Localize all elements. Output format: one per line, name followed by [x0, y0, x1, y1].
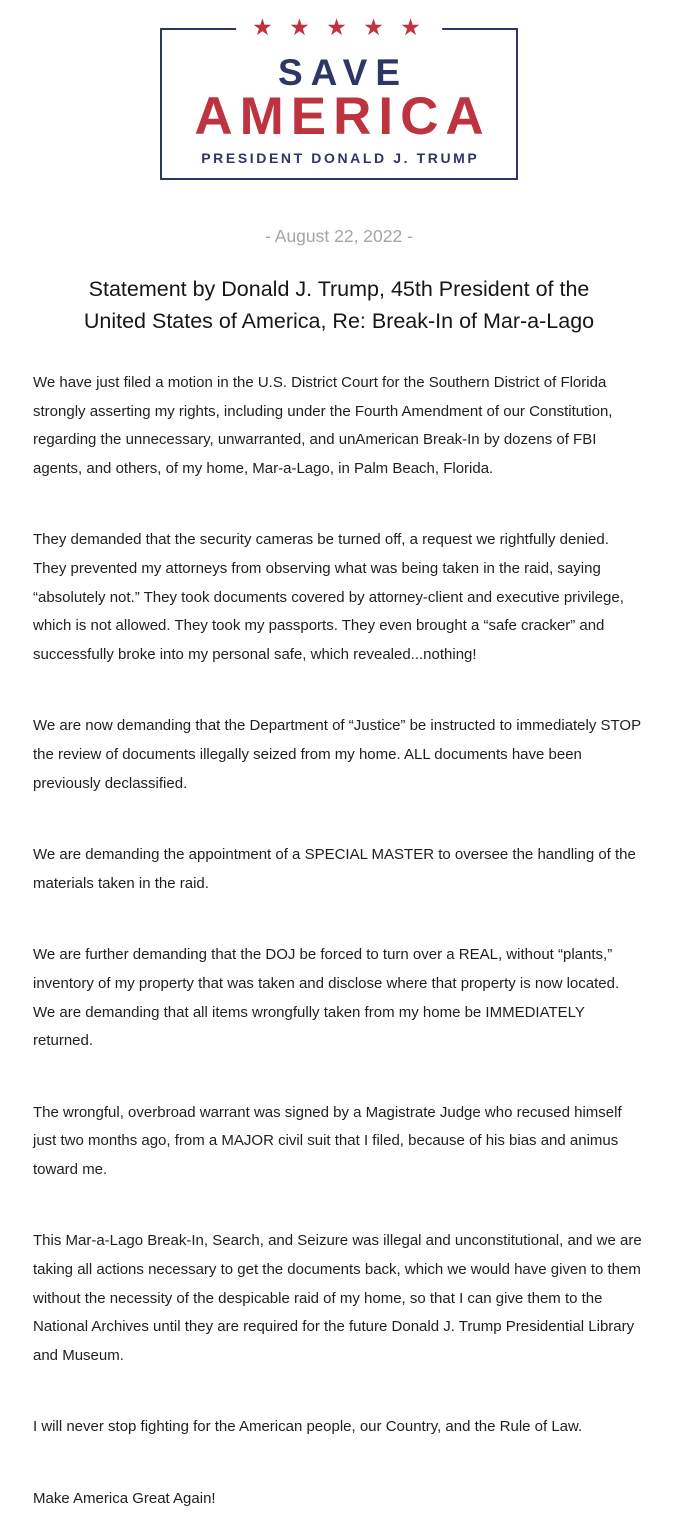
- page-title-line-1: Statement by Donald J. Trump, 45th President of the: [88, 277, 590, 301]
- statement-paragraph: The wrongful, overbroad warrant was signed by a Magistrate Judge who recused himself just two months ago, from a MAJOR civil suit that I filed, because of his bias and animus toward me.: [33, 1103, 622, 1178]
- page-title-line-2: United States of America, Re: Break-In of Mar-a-Lago: [83, 308, 595, 333]
- statement-paragraph: We are further demanding that the DOJ be forced to turn over a REAL, without “plants,” inventory of my property that was taken and disclose where that property is now located. We are demanding that all items wrongfully taken from my home be IMMEDIATELY returned.: [33, 946, 620, 1050]
- logo-save-text: SAVE: [277, 52, 408, 93]
- statement-paragraph: Make America Great Again!: [33, 1490, 216, 1508]
- statement-paragraph: This Mar-a-Lago Break-In, Search, and Seizure was illegal and unconstitutional, and we are taking all actions necessary to get the documents back, which we would have given to them without the necessity of the despicable raid of my home, so that I can give them to the National Archives until they are required for the future Donald J. Trump Presidential Library and Museum.: [33, 1232, 642, 1364]
- statement-paragraph: We are demanding the appointment of a SPECIAL MASTER to oversee the handling of the materials taken in the raid.: [33, 846, 636, 892]
- page-title: [0, 274, 678, 337]
- statement-date: - August 22, 2022 -: [265, 226, 413, 246]
- save-america-logo: [160, 14, 518, 180]
- statement-body: [33, 369, 645, 1514]
- logo-america-text: AMERICA: [194, 87, 491, 146]
- statement-paragraph: They demanded that the security cameras be turned off, a request we rightfully denied. They prevented my attorneys from observing what was being taken in the raid, saying “absolutely not.” They took documents covered by attorney-client and executive privilege, which is not allowed. They took my passports. They even brought a “safe cracker” and successfully broke into my personal safe, which revealed...nothing!: [33, 531, 624, 663]
- statement-page: [0, 14, 678, 1515]
- statement-paragraph: I will never stop fighting for the American people, our Country, and the Rule of Law.: [33, 1418, 583, 1436]
- five-stars-icon: ★ ★ ★ ★ ★: [236, 14, 442, 40]
- statement-paragraph: We are now demanding that the Department of “Justice” be instructed to immediately STOP the review of documents illegally seized from my home. ALL documents have been previously declassified.: [33, 717, 641, 792]
- logo-president-text: PRESIDENT DONALD J. TRUMP: [201, 150, 480, 166]
- statement-paragraph: We have just filed a motion in the U.S. District Court for the Southern District of Florida strongly asserting my rights, including under the Fourth Amendment of our Constitution, regarding the unnecessary, unwarranted, and unAmerican Break-In by dozens of FBI agents, and others, of my home, Mar-a-Lago, in Palm Beach, Florida.: [33, 374, 613, 477]
